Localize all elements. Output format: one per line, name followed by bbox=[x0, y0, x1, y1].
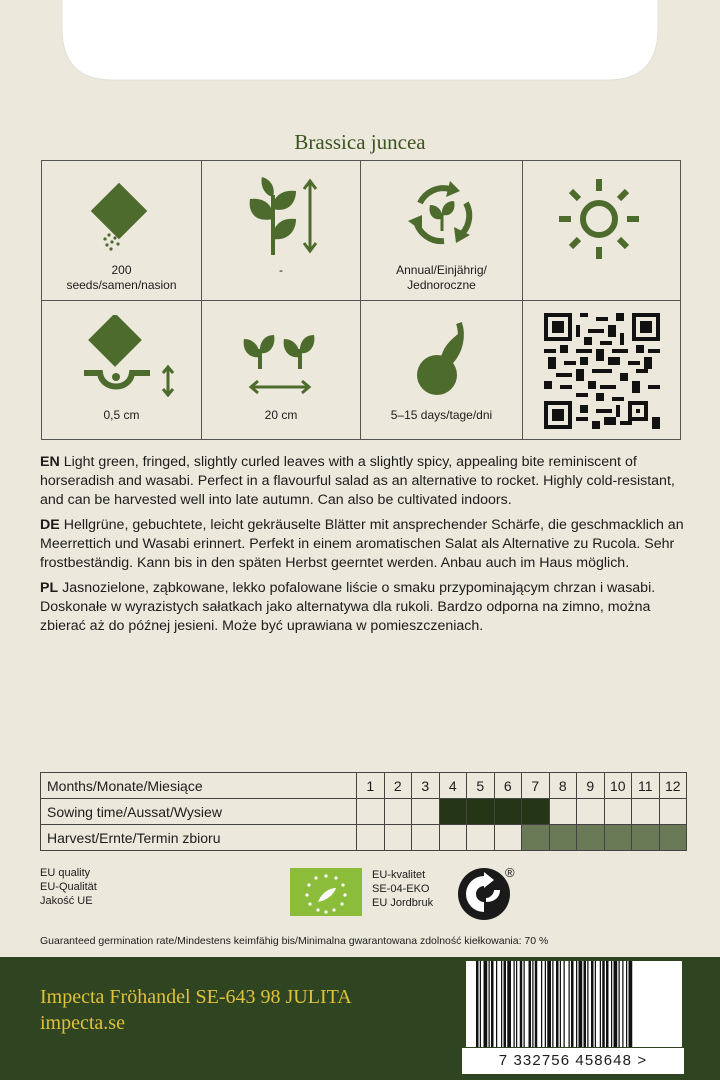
harvest-month-cell bbox=[439, 825, 467, 851]
eu-organic-leaf-logo bbox=[290, 868, 362, 916]
description-en bbox=[40, 453, 686, 510]
germination-icon bbox=[413, 317, 479, 399]
month-cell: 1 bbox=[357, 773, 385, 799]
eu-kvalitet-line: SE-04-EKO bbox=[372, 883, 430, 895]
registered-mark: ® bbox=[505, 865, 515, 880]
harvest-month-cell bbox=[577, 825, 605, 851]
info-icon-grid bbox=[41, 160, 681, 440]
description-text-de: Hellgrüne, gebuchtete, leicht gekräuselte Blätter mit ansprechender Schärfe, die geschmacklich an Meerrettich und Wasabi erinnert. Perfekt in einem aromatischen Salat als Alternative zu Rucola. Sehr frostbeständig. Kann bis in den späten Herbst geerntet werden. Anbau auch im Haus möglich. bbox=[40, 517, 684, 571]
harvest-month-cell bbox=[522, 825, 550, 851]
sowing-month-cell bbox=[357, 799, 385, 825]
company-address: Impecta Fröhandel SE-643 98 JULITA bbox=[40, 986, 352, 1008]
sowing-month-cell bbox=[604, 799, 632, 825]
harvest-month-cell bbox=[659, 825, 687, 851]
month-cell: 6 bbox=[494, 773, 522, 799]
recycle-plant-icon bbox=[406, 179, 478, 251]
height-label: - bbox=[279, 263, 283, 277]
sowing-month-cell bbox=[522, 799, 550, 825]
harvest-month-cell bbox=[549, 825, 577, 851]
eu-quality-line: Jakość UE bbox=[40, 895, 93, 907]
sowing-month-cell bbox=[467, 799, 495, 825]
seed-packet-icon bbox=[85, 183, 157, 255]
month-cell: 12 bbox=[659, 773, 687, 799]
sowing-label: Sowing time/Aussat/Wysiew bbox=[41, 799, 357, 825]
lifecycle-label-2: Jednoroczne bbox=[407, 278, 476, 292]
eu-quality-text bbox=[40, 866, 97, 908]
eu-quality-line: EU-Qualität bbox=[40, 881, 97, 893]
barcode-number: 7 332756 458648 > bbox=[462, 1048, 684, 1074]
height-cell bbox=[202, 161, 361, 301]
sowing-month-cell bbox=[439, 799, 467, 825]
qr-code[interactable] bbox=[543, 313, 661, 429]
seed-count-label: 200 bbox=[111, 263, 132, 277]
calendar-harvest-row bbox=[41, 825, 687, 851]
month-cell: 4 bbox=[439, 773, 467, 799]
month-cell: 11 bbox=[632, 773, 660, 799]
sowing-month-cell bbox=[577, 799, 605, 825]
lang-code-en: EN bbox=[40, 454, 60, 470]
harvest-month-cell bbox=[357, 825, 385, 851]
month-cell: 3 bbox=[412, 773, 440, 799]
lifecycle-label-1: Annual/Einjährig/ bbox=[396, 263, 487, 277]
month-cell: 7 bbox=[522, 773, 550, 799]
month-cell: 8 bbox=[549, 773, 577, 799]
germination-note: Guaranteed germination rate/Mindestens keimfähig bis/Minimalna gwarantowana zdolność kiełkowania: 70 % bbox=[40, 935, 549, 947]
eu-quality-line: EU quality bbox=[40, 867, 91, 879]
plant-spacing-icon bbox=[238, 333, 322, 399]
green-dot-recycling-icon bbox=[456, 866, 512, 922]
sowing-month-cell bbox=[549, 799, 577, 825]
harvest-month-cell bbox=[384, 825, 412, 851]
month-cell: 2 bbox=[384, 773, 412, 799]
description-de bbox=[40, 516, 686, 573]
barcode bbox=[466, 961, 682, 1047]
sowing-month-cell bbox=[659, 799, 687, 825]
sun-cell bbox=[523, 161, 680, 301]
seed-unit-label: seeds/samen/nasion bbox=[66, 278, 177, 292]
sun-icon bbox=[557, 175, 641, 259]
lang-code-pl: PL bbox=[40, 580, 59, 596]
month-cell: 9 bbox=[577, 773, 605, 799]
germination-label: 5–15 days/tage/dni bbox=[390, 408, 493, 422]
calendar-sowing-row bbox=[41, 799, 687, 825]
months-label: Months/Monate/Miesiące bbox=[41, 773, 357, 799]
eu-kvalitet-line: EU Jordbruk bbox=[372, 897, 434, 909]
hang-notch bbox=[0, 0, 720, 92]
description-block bbox=[40, 453, 686, 642]
harvest-month-cell bbox=[632, 825, 660, 851]
sowing-depth-icon bbox=[78, 315, 178, 397]
spacing-cell bbox=[202, 301, 361, 439]
harvest-month-cell bbox=[412, 825, 440, 851]
month-cell: 10 bbox=[604, 773, 632, 799]
lifecycle-cell bbox=[361, 161, 523, 301]
calendar-months-row bbox=[41, 773, 687, 799]
harvest-month-cell bbox=[604, 825, 632, 851]
sowing-month-cell bbox=[632, 799, 660, 825]
description-text-pl: Jasnozielone, ząbkowane, lekko pofalowane liście o smaku przypominającym chrzan i wasabi. Doskonałe w wyrazistych sałatkach jako alternatywa dla rukoli. Bardzo odporna na zimno, można zbierać aż do późnej jesieni. Może być uprawiana w pomieszczeniach. bbox=[40, 580, 656, 634]
seed-count-cell bbox=[42, 161, 202, 301]
description-pl bbox=[40, 579, 686, 636]
germination-cell bbox=[361, 301, 523, 439]
depth-label: 0,5 cm bbox=[103, 408, 140, 422]
growing-calendar bbox=[40, 772, 687, 851]
month-cell: 5 bbox=[467, 773, 495, 799]
description-text-en: Light green, fringed, slightly curled leaves with a slightly spicy, appealing bite reminiscent of horseradish and wasabi. Perfect in a flavourful salad as an alternative to rocket. Highly cold-resistant, and can be harvested well into late autumn. Can also be cultivated indoors. bbox=[40, 454, 675, 508]
eu-kvalitet-text bbox=[372, 868, 433, 910]
harvest-month-cell bbox=[467, 825, 495, 851]
harvest-month-cell bbox=[494, 825, 522, 851]
lang-code-de: DE bbox=[40, 517, 60, 533]
spacing-label: 20 cm bbox=[264, 408, 298, 422]
sowing-month-cell bbox=[412, 799, 440, 825]
plant-height-icon bbox=[244, 175, 324, 257]
qr-cell bbox=[523, 301, 680, 439]
eu-kvalitet-line: EU-kvalitet bbox=[372, 869, 426, 881]
sowing-month-cell bbox=[494, 799, 522, 825]
company-website[interactable]: impecta.se bbox=[40, 1012, 125, 1034]
depth-cell bbox=[42, 301, 202, 439]
sowing-month-cell bbox=[384, 799, 412, 825]
species-title: Brassica juncea bbox=[294, 130, 426, 154]
harvest-label: Harvest/Ernte/Termin zbioru bbox=[41, 825, 357, 851]
